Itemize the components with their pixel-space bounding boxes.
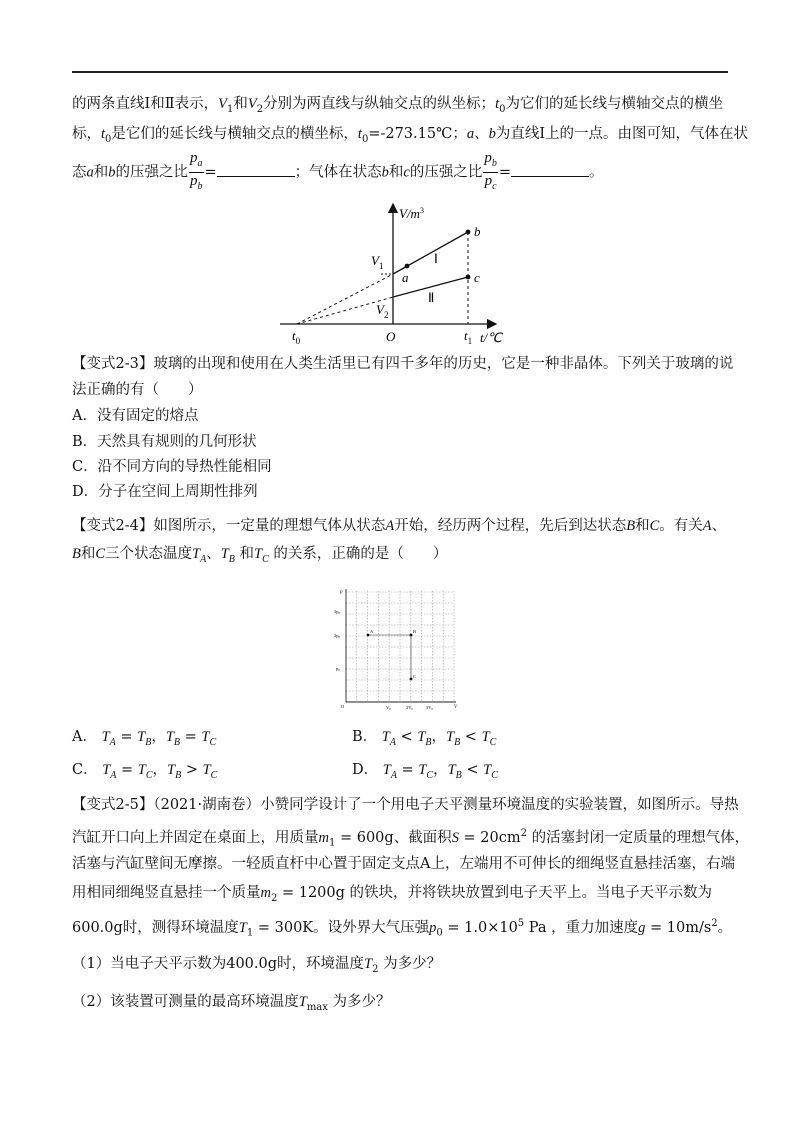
pv-v-label: V [454, 705, 458, 710]
q23-line-2: 法正确的有（ ） [72, 382, 203, 398]
pv-point-A [367, 634, 370, 637]
q25-line-1: 【变式2-5】（2021·湖南卷）小赞同学设计了一个用电子天平测量环境温度的实验装置，如图所示。导热 [72, 797, 739, 813]
header-rule [72, 71, 728, 73]
q24-option-c[interactable]: C． $T_A = T_C$，$T_B > T_C$ [72, 762, 218, 781]
pv-grid [346, 591, 454, 702]
label-line-1: Ⅰ [434, 251, 438, 266]
pv-x1: V₀ [386, 705, 391, 710]
answer-blank-1[interactable] [217, 176, 295, 177]
q23-option-c[interactable]: C．沿不同方向的导热性能相同 [72, 459, 272, 475]
intro-line-2: 标，$t_0$是它们的延长线与横轴交点的横坐标，$t_0=-273.15℃$；a、b为直线Ⅰ上的一点。由图可知，气体在状 [72, 126, 749, 145]
q24-option-b[interactable]: B． $T_A < T_B$，$T_B < T_C$ [352, 729, 497, 748]
label-v2: $V_2$ [376, 302, 389, 320]
q25-line-4: 用相同细绳竖直悬挂一个质量$m_2 = 1200g$ 的铁块，并将铁块放置到电子天平上。当电子天平示数为 [72, 885, 713, 904]
q23-option-a[interactable]: A．没有固定的熔点 [72, 408, 199, 424]
q24-option-a[interactable]: A． $T_A = T_B$，$T_B = T_C$ [72, 729, 217, 748]
answer-blank-2[interactable] [511, 176, 589, 177]
point-c [466, 275, 471, 280]
q25-line-5: 600.0g时，测得环境温度$T_1 = 300K$。设外界大气压强$p_0 = 1.0\times 10^5$ Pa ，重力加速度$g = 10m/s^2$。 [72, 918, 733, 939]
pv-origin: O [341, 704, 345, 709]
label-a: a [402, 270, 409, 285]
pv-p-label: p [340, 590, 343, 595]
label-c: c [474, 270, 480, 285]
q25-sub-2: （2）该装置可测量的最高环境温度$T_{max}$ 为多少？ [72, 994, 391, 1013]
label-line-2: Ⅱ [428, 290, 435, 305]
point-b [466, 230, 471, 235]
label-origin: O [386, 329, 396, 344]
pv-label-A: A [370, 629, 374, 634]
q25-line-2: 汽缸开口向上并固定在桌面上，用质量$m_1 = 600g$、截面积$S = 20cm^2$ 的活塞封闭一定质量的理想气体， [72, 828, 750, 849]
label-t1: $t_1$ [464, 328, 473, 346]
pv-point-C [410, 678, 413, 681]
line-1 [393, 232, 468, 274]
pv-x2: 2V₀ [406, 705, 414, 710]
ratio-pa-pb: $\frac{p_a}{p_b}$ [190, 150, 203, 192]
q23-option-d[interactable]: D．分子在空间上周期性排列 [72, 484, 258, 500]
q24-line-2: B和C三个状态温度$T_A$、$T_B$ 和$T_C$ 的关系，正确的是（ ） [72, 546, 448, 565]
point-a [405, 264, 410, 269]
pv-label-C: C [413, 674, 417, 679]
q25-line-3: 活塞与汽缸壁间无摩擦。一轻质直杆中心置于固定支点A上，左端用不可伸长的细绳竖直悬挂活塞，右端 [72, 856, 735, 872]
pv-y1: p₀ [336, 666, 340, 671]
x-axis-label: t/℃ [480, 330, 502, 345]
pv-y3: 3p₀ [334, 609, 341, 614]
vt-graph [270, 198, 520, 348]
q24-line-1: 【变式2-4】如图所示，一定量的理想气体从状态A开始，经历两个过程，先后到达状态B和C。有关A、 [72, 518, 727, 534]
label-v1: $V_1$ [371, 253, 384, 271]
pv-graph [332, 586, 460, 712]
pv-y2: 2p₀ [334, 633, 341, 638]
y-axis-label: $V/m^3$ [399, 206, 424, 221]
q23-option-b[interactable]: B．天然具有规则的几何形状 [72, 434, 257, 450]
pv-point-B [410, 634, 413, 637]
intro-line-1: 的两条直线Ⅰ和Ⅱ表示，$V_1$和$V_2$分别为两直线与纵轴交点的纵坐标；$t_0$为它们的延长线与横轴交点的横坐 [72, 96, 723, 115]
q23-line-1: 【变式2-3】玻璃的出现和使用在人类生活里已有四千多年的历史，它是一种非晶体。下列关于玻璃的说 [72, 356, 734, 372]
q24-option-d[interactable]: D． $T_A = T_C$，$T_B < T_C$ [352, 762, 498, 781]
q25-sub-1: （1）当电子天平示数为400.0g时，环境温度$T_2$ 为多少？ [72, 956, 442, 975]
label-b: b [474, 224, 481, 239]
intro-line-3: 态a和b的压强之比 $\frac{p_a}{p_b}$ = ；气体在状态b和c的压强之比 $\frac{p_b}{p_c}$ = 。 [72, 150, 728, 195]
label-t0: $t_0$ [292, 328, 301, 346]
ratio-pb-pc: $\frac{p_b}{p_c}$ [484, 150, 497, 192]
pv-x3: 3V₀ [426, 705, 434, 710]
pv-label-B: B [413, 629, 417, 634]
